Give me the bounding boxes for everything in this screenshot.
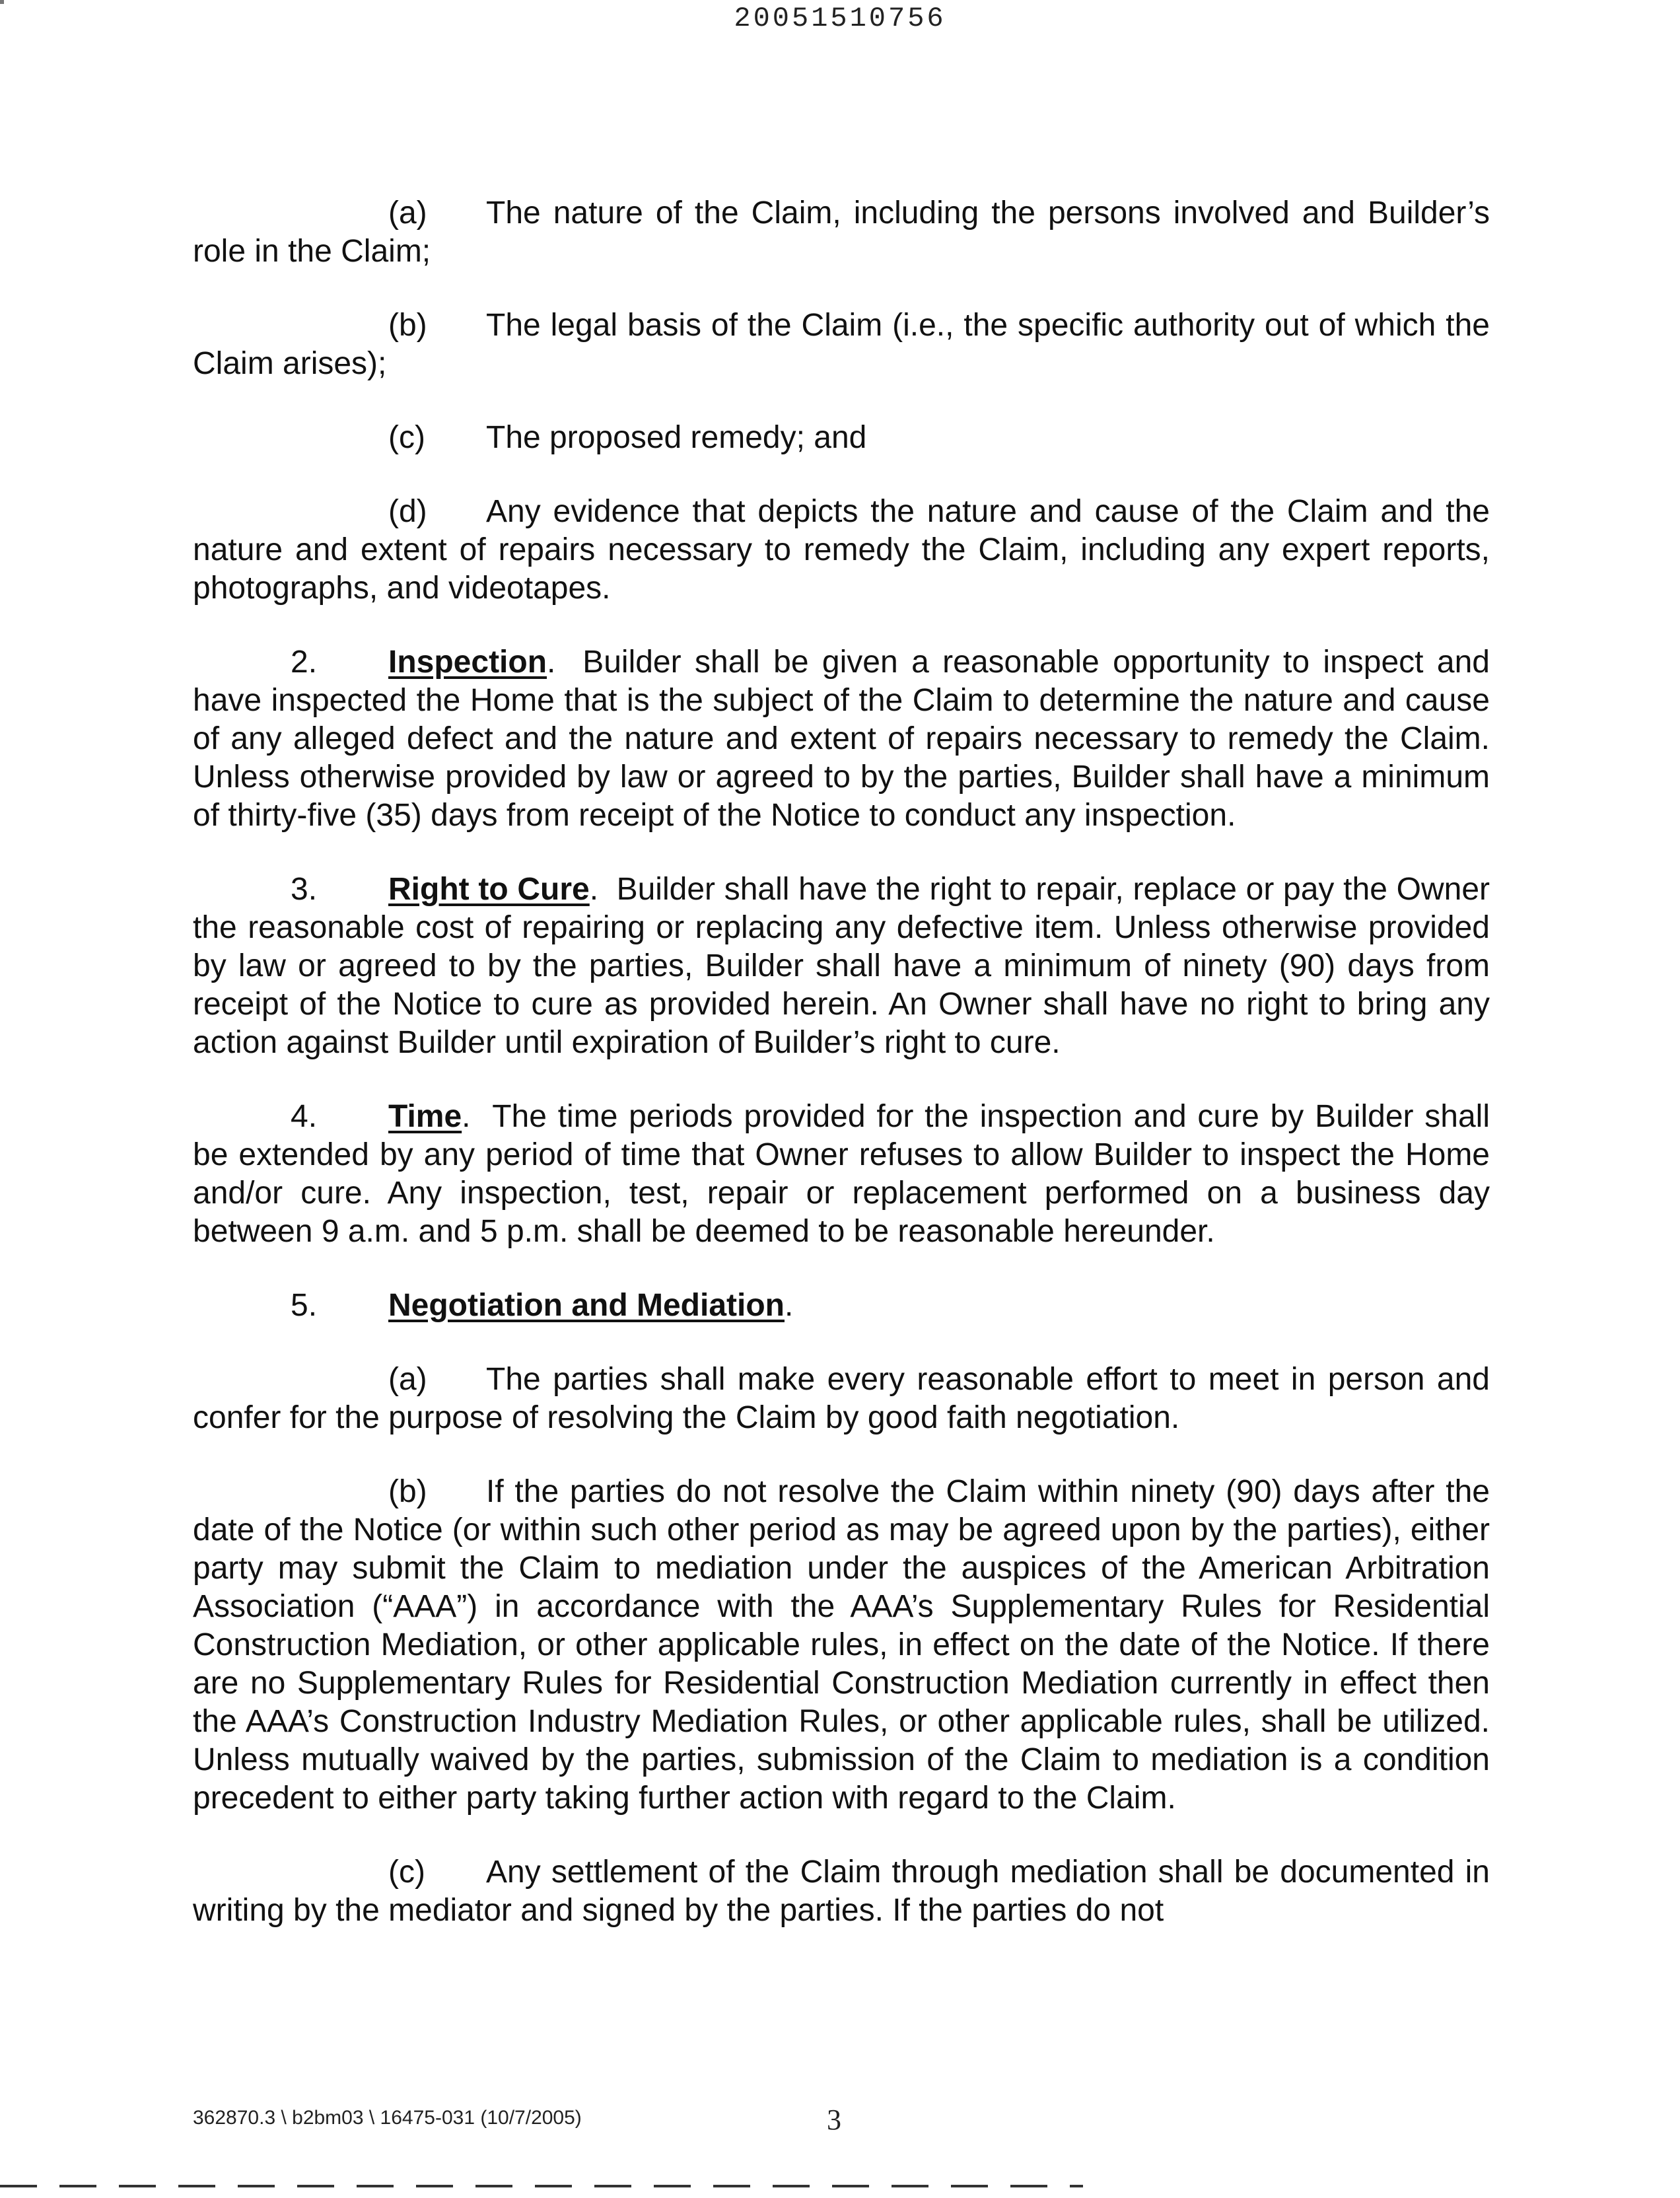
document-id: 20051510756 [734,3,946,34]
paragraph-label: (a) [388,1362,427,1397]
section-2-inspection: 2. Inspection. Builder shall be given a reasonable opportunity to inspect and have inspected the Home that is the subject of the Claim to determine the nature and cause of any alleged defect and the nature and extent of repairs necessary to remedy the Claim. Unless otherwise provided by law or agreed to by the parties, Builder shall have a minimum of thirty-five (35) days from receipt of the Notice to conduct any inspection. [193,645,1490,833]
page-number: 3 [827,2104,841,2136]
paragraph-label: (b) [388,1474,427,1509]
paragraph-text: The legal basis of the Claim (i.e., the specific authority out of which the Claim arises); [193,308,1490,381]
paragraph-5c [193,1853,1490,1930]
paragraph-1d [193,493,1490,608]
section-4-time: 4. Time. The time periods provided for the inspection and cure by Builder shall be extended by any period of time that Owner refuses to allow Builder to inspect the Home and/or cure. Any inspection, test, repair or replacement performed on a business day between 9 a.m. and 5 p.m. shall be deemed to be reasonable hereunder. [193,1099,1490,1249]
paragraph-label: (c) [388,1855,425,1890]
paragraph-5a [193,1361,1490,1437]
section-number: 4. [291,1099,318,1134]
paragraph-5b [193,1473,1490,1818]
section-heading: Time [388,1099,462,1134]
scan-edge-marks [0,2185,1083,2187]
paragraph-1c [193,419,1490,457]
section-5-negotiation-mediation: 5. Negotiation and Mediation. [193,1287,1490,1325]
section-heading: Right to Cure [388,872,590,907]
paragraph-text: The nature of the Claim, including the persons involved and Builder’s role in the Claim; [193,195,1490,269]
paragraph-1a [193,194,1490,271]
footer-document-reference: 362870.3 \ b2bm03 \ 16475-031 (10/7/2005) [193,2107,582,2129]
paragraph-label: (d) [388,494,427,529]
paragraph-text: Any evidence that depicts the nature and cause of the Claim and the nature and extent of repairs necessary to remedy the Claim, including any expert reports, photographs, and videotapes. [193,494,1490,606]
paragraph-1b [193,306,1490,383]
section-number: 2. [291,645,318,680]
paragraph-text: The proposed remedy; and [486,420,867,455]
paragraph-label: (a) [388,195,427,230]
paragraph-text: If the parties do not resolve the Claim within ninety (90) days after the date of the Notice (or within such other period as may be agreed upon by the parties), either party may submit the Claim to mediation under the auspices of the American Arbitration Association (“AAA”) in accordance with the AAA’s Supplementary Rules for Residential Construction Mediation, or other applicable rules, in effect on the date of the Notice. If there are no Supplementary Rules for Residential Construction Mediation currently in effect then the AAA’s Construction Industry Mediation Rules, or other applicable rules, shall be utilized. Unless mutually waived by the parties, submission of the Claim to mediation is a condition precedent to either party taking further action with regard to the Claim. [193,1474,1490,1816]
section-heading: Inspection [388,645,547,680]
section-number: 5. [291,1288,318,1323]
paragraph-text: The time periods provided for the inspection and cure by Builder shall be extended by any period of time that Owner refuses to allow Builder to inspect the Home and/or cure. Any inspection, test, repair or replacement performed on a business day between 9 a.m. and 5 p.m. shall be deemed to be reasonable hereunder. [193,1099,1490,1249]
section-3-right-to-cure: 3. Right to Cure. Builder shall have the right to repair, replace or pay the Owner the reasonable cost of repairing or replacing any defective item. Unless otherwise provided by law or agreed to by the parties, Builder shall have a minimum of ninety (90) days from receipt of the Notice to cure as provided herein. An Owner shall have no right to bring any action against Builder until expiration of Builder’s right to cure. [193,872,1490,1060]
paragraph-text: Builder shall be given a reasonable opportunity to inspect and have inspected the Home that is the subject of the Claim to determine the nature and cause of any alleged defect and the nature and extent of repairs necessary to remedy the Claim. Unless otherwise provided by law or agreed to by the parties, Builder shall have a minimum of thirty-five (35) days from receipt of the Notice to conduct any inspection. [193,645,1490,833]
section-heading: Negotiation and Mediation [388,1288,785,1323]
paragraph-label: (b) [388,308,427,343]
paragraph-text: Builder shall have the right to repair, replace or pay the Owner the reasonable cost of repairing or replacing any defective item. Unless otherwise provided by law or agreed to by the parties, Builder shall have a minimum of ninety (90) days from receipt of the Notice to cure as provided herein. An Owner shall have no right to bring any action against Builder until expiration of Builder’s right to cure. [193,872,1490,1060]
paragraph-text: Any settlement of the Claim through mediation shall be documented in writing by the mediator and signed by the parties. If the parties do not [193,1855,1490,1928]
paragraph-text: The parties shall make every reasonable effort to meet in person and confer for the purpose of resolving the Claim by good faith negotiation. [193,1362,1490,1435]
section-number: 3. [291,872,318,907]
paragraph-label: (c) [388,420,425,455]
document-body [193,194,1490,1966]
